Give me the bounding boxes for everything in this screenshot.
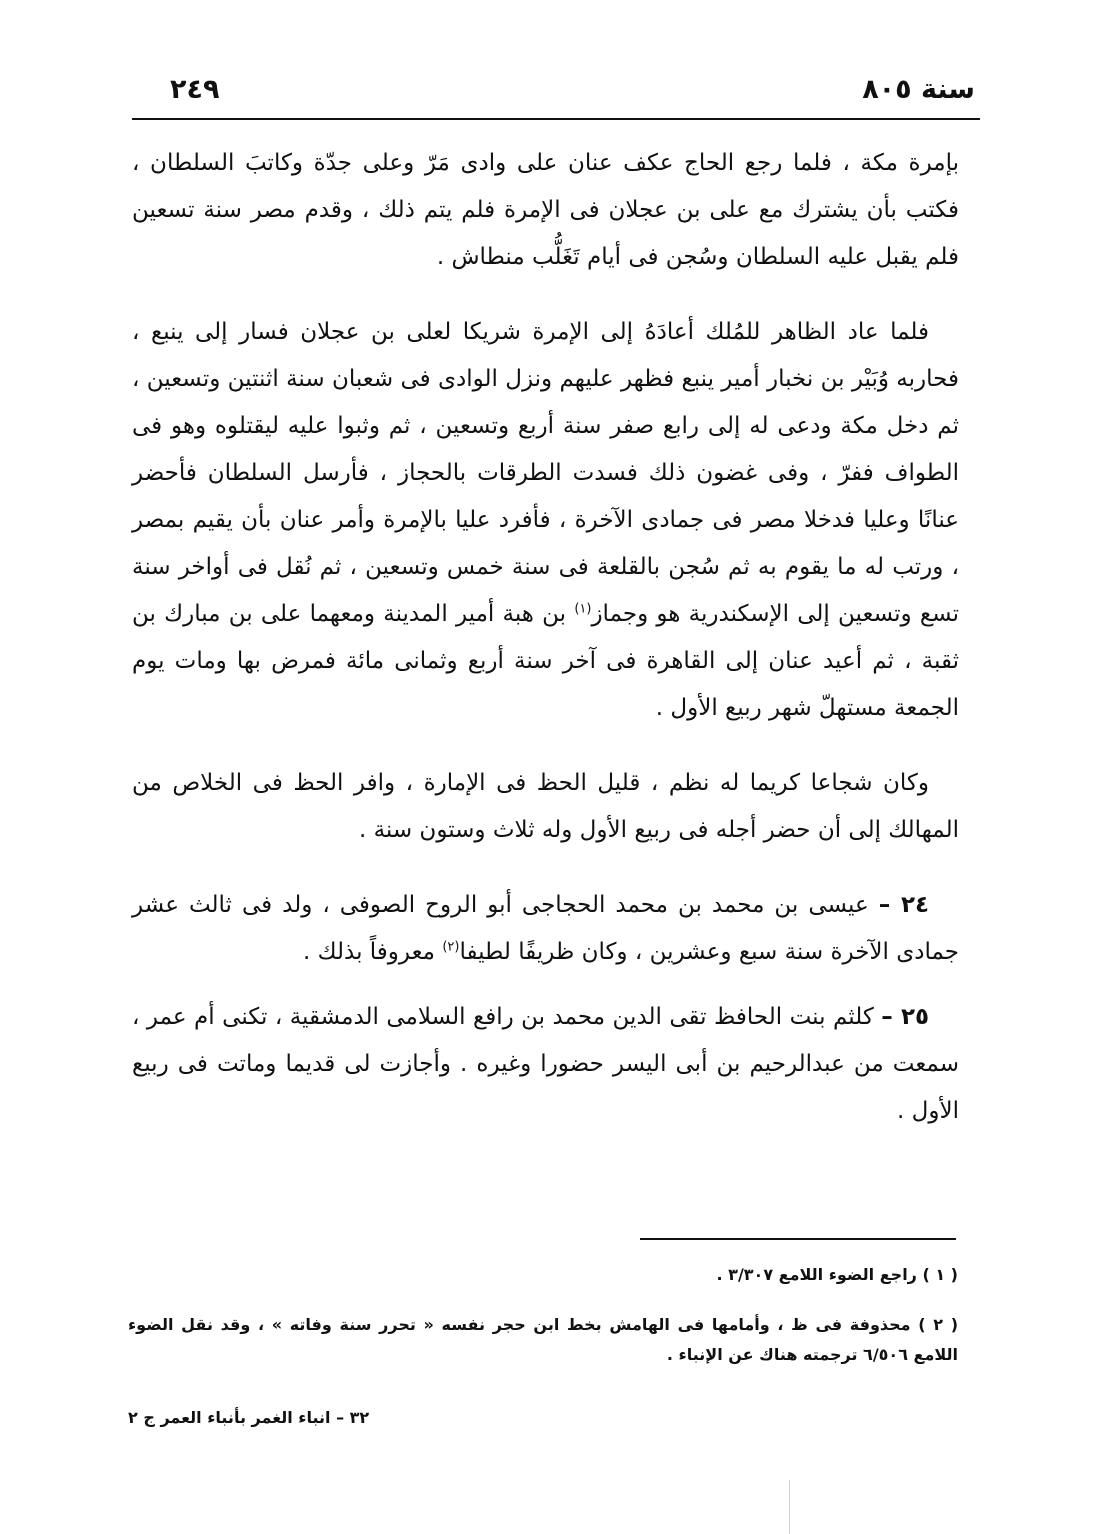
- biography-entry: [132, 882, 959, 976]
- footnote: ( ١ ) راجع الضوء اللامع ٣/٣٠٧ .: [716, 1265, 958, 1284]
- paragraph-text: فلما عاد الظاهر للمُلك أعادَهُ إلى الإمرة شريكا لعلى بن عجلان فسار إلى ينبع ، فحاربه وُبَيْر بن نخبار أمير ينبع فظهر عليهم ونزل الوادى فى شعبان سنة اثنتين وتسعين ، ثم دخل مكة ودعى له إلى رابع صفر سنة أربع وتسعين ، ثم وثبوا عليه ليقتلوه وهو فى الطواف ففرّ ، وفى غضون ذلك فسدت الطرقات بالحجاز ، فأرسل السلطان فأحضر عنانًا وعليا فدخلا مصر فى جمادى الآخرة ، فأفرد عليا بالإمرة وأمر عنان بأن يقيم بمصر ، ورتب له ما يقوم به ثم سُجن بالقلعة فى سنة خمس وتسعين ، ثم نُقل فى أواخر سنة تسع وتسعين إلى الإسكندرية هو وجماز: [132, 319, 960, 627]
- signature-line: ٣٢ – انباء الغمر بأنباء العمر ج ٢: [128, 1408, 370, 1427]
- footnote-ref: (٢): [442, 939, 460, 955]
- paragraph: بإمرة مكة ، فلما رجع الحاج عكف عنان على وادى مَرّ وعلى جدّة وكاتبَ السلطان ، فكتب بأن يشترك مع على بن عجلان فى الإمرة فلم يتم ذلك ، وقدم مصر سنة تسعين فلم يقبل عليه السلطان وسُجن فى أيام تَغَلُّب منطاش .: [132, 150, 959, 270]
- entry-number: ٢٤ –: [878, 892, 930, 918]
- main-text: [132, 140, 959, 1135]
- entry-text: عيسى بن محمد بن محمد الحجاجى أبو الروح الصوفى ، ولد فى ثالث عشر جمادى الآخرة سنة سبع وعشرين ، وكان ظريفًا لطيفا: [132, 892, 959, 965]
- header-rule: [132, 118, 980, 120]
- biography-entry: [132, 994, 959, 1135]
- paragraph-text: بن هبة أمير المدينة ومعهما على بن مبارك بن ثقبة ، ثم أعيد عنان إلى القاهرة فى آخر سنة أربع وثمانى مائة فمرض بها ومات يوم الجمعة مستهلّ شهر ربيع الأول .: [132, 601, 959, 721]
- paragraph: وكان شجاعا كريما له نظم ، قليل الحظ فى الإمارة ، وافر الحظ فى الخلاص من المهالك إلى أن حضر أجله فى ربيع الأول وله ثلاث وستون سنة .: [132, 770, 959, 843]
- entry-text: كلثم بنت الحافظ تقى الدين محمد بن رافع السلامى الدمشقية ، تكنى أم عمر ، سمعت من عبدالرحيم بن أبى اليسر حضورا وغيره . وأجازت لى قديما وماتت فى ربيع الأول .: [132, 1004, 959, 1124]
- running-title: سنة ٨٠٥: [862, 74, 975, 105]
- footnote-ref: (١): [574, 601, 592, 617]
- entry-number: ٢٥ –: [881, 1004, 930, 1030]
- footnote-rule: [640, 1238, 956, 1240]
- entry-text: معروفاً بذلك .: [302, 939, 435, 965]
- footnote: ( ٢ ) محذوفة فى ظ ، وأمامها فى الهامش بخط ابن حجر نفسه « تحرر سنة وفاته » ، وقد نقل الضوء اللامع ٦/٥٠٦ ترجمته هناك عن الإنباء .: [128, 1315, 958, 1364]
- scan-margin-line: [789, 1480, 790, 1534]
- page-number: ٢٤٩: [170, 74, 220, 105]
- footnotes: [128, 1260, 958, 1370]
- paragraph: [132, 309, 959, 732]
- page-header: [132, 70, 975, 114]
